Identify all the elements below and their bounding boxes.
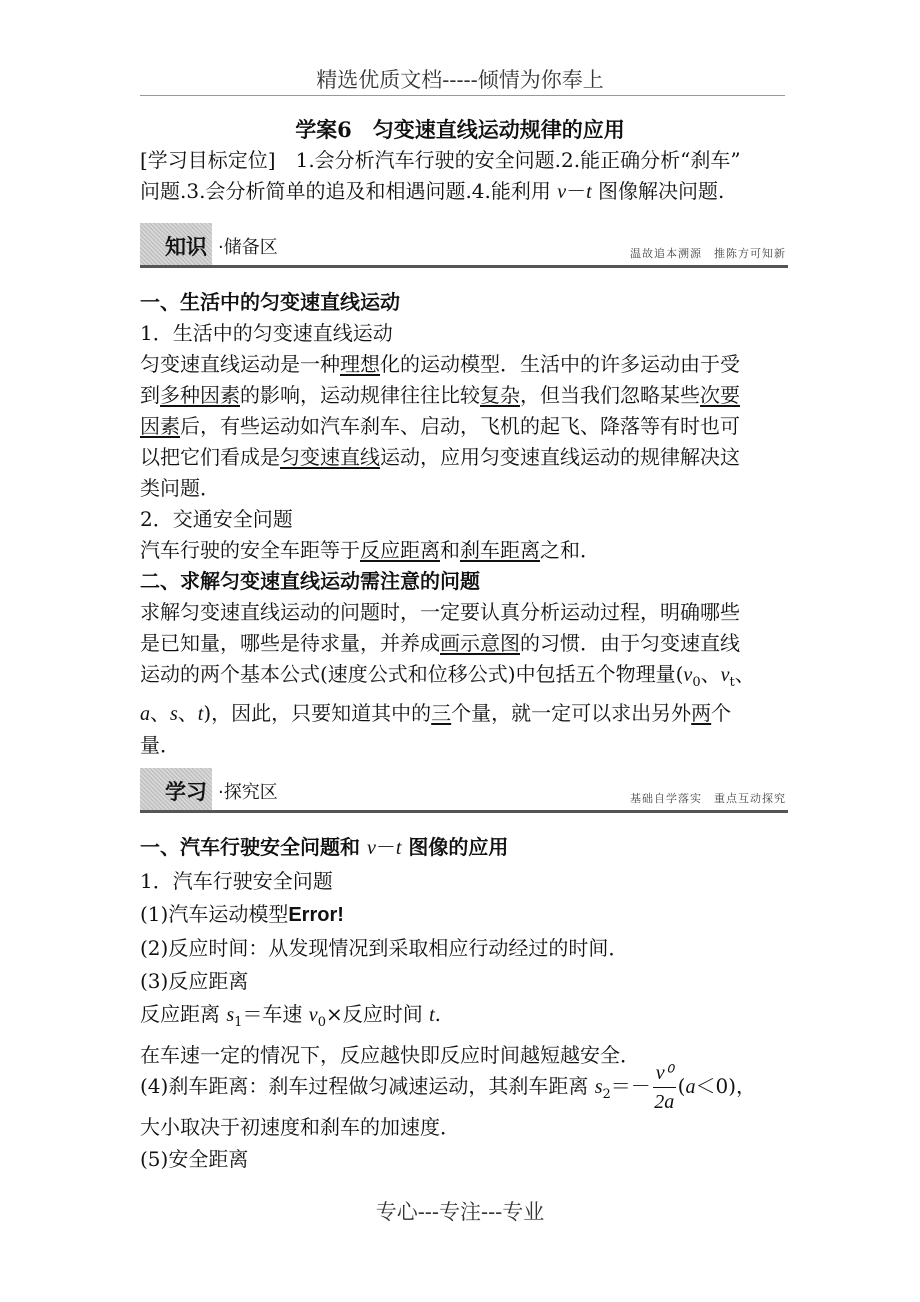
text-segment: 1．汽车行驶安全问题 (140, 869, 333, 893)
section-banner-study (140, 768, 788, 813)
text-line (140, 349, 790, 380)
text-line (140, 176, 790, 208)
text-segment: 0 (317, 1015, 326, 1030)
underlined-term: 三 (431, 701, 452, 725)
text-line (140, 597, 790, 628)
text-line (140, 1143, 790, 1175)
underlined-term: 匀变速直线 (280, 445, 380, 469)
text-segment: 问题.3.会分析简单的追及和相遇问题.4.能利用 (140, 179, 558, 203)
text-segment: 二、求解匀变速直线运动需注意的问题 (140, 569, 480, 593)
text-segment: 一、生活中的匀变速直线运动 (140, 290, 400, 314)
text-segment: 个量，就一定可以求出另外 (451, 701, 692, 725)
brake-section-end (140, 1111, 790, 1175)
banner-title: 知识 (165, 235, 207, 259)
text-segment: ＝车速 (242, 1002, 309, 1026)
text-segment: 图像解决问题. (591, 179, 725, 203)
text-segment: 之和． (540, 538, 600, 562)
text-segment: 类问题． (140, 476, 220, 500)
page-title: 学案6 匀变速直线运动规律的应用 (295, 117, 625, 142)
text-line (140, 411, 790, 442)
text-segment: 在车速一定的情况下，反应越快即反应时间越短越安全． (140, 1043, 640, 1067)
banner-subtitle: ·储备区 (218, 237, 278, 258)
underlined-term: 因素 (140, 414, 180, 438)
text-segment: ×反应时间 (325, 1002, 430, 1026)
text-segment: )，因此，只要知道其中的 (203, 701, 432, 725)
text-segment: v (683, 664, 693, 686)
text-segment: 2．交通安全问题 (140, 507, 293, 531)
study-section (140, 831, 790, 1072)
text-segment: 一、汽车行驶安全问题和 (140, 835, 367, 859)
text-line (140, 698, 790, 730)
text-segment: 、 (150, 701, 170, 725)
text-line (140, 380, 790, 411)
text-segment: 图像的应用 (401, 835, 509, 859)
learning-objectives (140, 145, 790, 208)
text-line (140, 831, 790, 865)
text-line (140, 442, 790, 473)
text-line (140, 318, 790, 349)
text-segment: 匀变速直线运动是一种 (140, 352, 340, 376)
text-line (140, 628, 790, 659)
underlined-term: 画示意图 (440, 631, 520, 655)
brake-distance-line: (4)刹车距离：刹车过程做匀减速运动，其刹车距离 $s_2=-$ $\frac{\text{v⁰}}{2a}$ (a＜0)， (140, 1058, 790, 1123)
text-segment: Error! (288, 904, 344, 926)
text-segment: － (375, 835, 396, 859)
text-segment: 化的运动模型．生活中的许多运动由于受 (380, 352, 740, 376)
text-segment: 运动，应用匀变速直线运动的规律解决这 (380, 445, 740, 469)
underlined-term: 多种因素 (160, 383, 240, 407)
text-segment: v (557, 181, 567, 203)
text-segment: 0 (692, 675, 701, 690)
text-segment: 到 (140, 383, 160, 407)
text-segment: 和 (440, 538, 460, 562)
underlined-term: 次要 (700, 383, 740, 407)
text-segment: (3)反应距离 (140, 969, 249, 993)
text-segment: v (366, 837, 376, 859)
text-segment: 大小取决于初速度和刹车的加速度． (140, 1115, 460, 1139)
text-segment: t (197, 703, 204, 725)
text-line (140, 932, 790, 965)
text-line (140, 535, 790, 566)
text-segment: t (429, 1004, 435, 1026)
text-line (140, 504, 790, 535)
underlined-term: 刹车距离 (460, 538, 540, 562)
text-segment: t (729, 675, 735, 690)
text-segment: 、 (700, 662, 721, 686)
text-segment: s (170, 703, 178, 725)
banner-motto: 基础自学落实 重点互动探究 (630, 792, 786, 805)
text-segment: 、 (734, 662, 755, 686)
text-segment: 的影响，运动规律往往比较 (240, 383, 480, 407)
page-header: 精选优质文档-----倾情为你奉上 (316, 68, 604, 92)
text-segment: 的习惯．由于匀变速直线 (520, 631, 740, 655)
text-segment: 量． (140, 733, 180, 757)
knowledge-section (140, 287, 790, 761)
text-segment: 后，有些运动如汽车刹车、启动，飞机的起飞、降落等有时也可 (180, 414, 740, 438)
page-footer: 专心---专注---专业 (375, 1200, 545, 1224)
text-segment: ，但当我们忽略某些 (520, 383, 700, 407)
text-segment: 汽车行驶的安全车距等于 (140, 538, 360, 562)
text-segment: 1．生活中的匀变速直线运动 (140, 321, 393, 345)
text-line (140, 730, 790, 761)
underlined-term: 两 (691, 701, 712, 725)
text-line (140, 473, 790, 504)
text-segment: 运动的两个基本公式(速度公式和位移公式)中包括五个物理量( (140, 662, 684, 686)
text-line (140, 998, 790, 1039)
text-segment: (2)反应时间：从发现情况到采取相应行动经过的时间． (140, 936, 629, 960)
text-segment: 1 (234, 1015, 243, 1030)
text-line (140, 659, 790, 698)
header-divider (140, 95, 785, 96)
text-segment: 个 (711, 701, 732, 725)
underlined-term: 理想 (340, 352, 380, 376)
text-line (140, 566, 790, 597)
text-line (140, 287, 790, 318)
text-line (140, 898, 790, 932)
brake-formula-fraction: $\frac{\text{v⁰}}{2a}$ (653, 1059, 676, 1116)
text-segment: (5)安全距离 (140, 1147, 249, 1171)
banner-title: 学习 (165, 780, 207, 804)
text-segment: s (226, 1004, 235, 1026)
text-segment: 是已知量，哪些是待求量，并养成 (140, 631, 440, 655)
text-segment: t (586, 181, 592, 203)
text-segment: 求解匀变速直线运动的问题时，一定要认真分析运动过程，明确哪些 (140, 600, 740, 624)
underlined-term: 复杂 (480, 383, 520, 407)
text-line (140, 1111, 790, 1143)
text-line (140, 965, 790, 998)
banner-motto: 温故追本溯源 推陈方可知新 (630, 247, 786, 260)
text-line (140, 145, 790, 176)
text-segment: [学习目标定位] 1.会分析汽车行驶的安全问题.2.能正确分析“刹车” (140, 148, 741, 172)
underlined-term: 反应距离 (360, 538, 440, 562)
text-segment: t (395, 837, 402, 859)
section-banner-knowledge (140, 223, 788, 268)
text-segment: － (566, 179, 587, 203)
text-line (140, 865, 790, 898)
text-segment: (1)汽车运动模型 (140, 902, 289, 926)
text-segment: v (308, 1004, 318, 1026)
text-segment: v (720, 664, 730, 686)
text-segment: 反应距离 (140, 1002, 227, 1026)
banner-subtitle: ·探究区 (218, 782, 278, 803)
text-segment: 以把它们看成是 (140, 445, 280, 469)
text-segment: 、 (177, 701, 198, 725)
text-segment: a (140, 703, 150, 725)
text-segment: . (434, 1002, 442, 1026)
